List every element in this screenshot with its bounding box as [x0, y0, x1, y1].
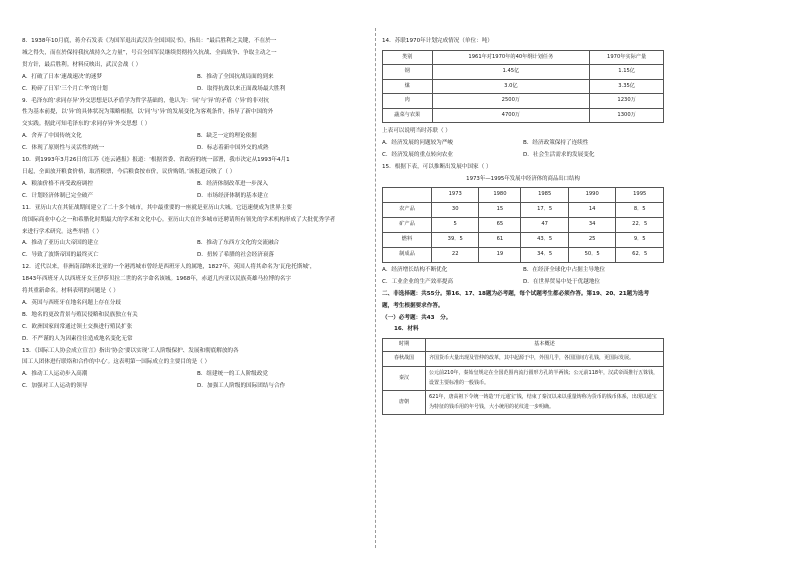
table-cell: 9．5 [616, 232, 664, 247]
option-a: A．推动工人运动步入高潮 [22, 371, 88, 378]
table-row [383, 65, 664, 80]
option-d: D．加强工人阶级的国际团结与合作 [197, 383, 286, 390]
table-cell: 3.0亿 [432, 79, 590, 94]
currency-history-table [382, 338, 664, 415]
export-structure-table [382, 187, 664, 263]
question-8 [22, 36, 372, 96]
question-text: 15．根据下表，可以推断出发展中国家（ ） [382, 164, 492, 171]
table-row [383, 391, 664, 415]
table-row [383, 202, 664, 217]
table-cell: 2500万 [432, 94, 590, 109]
table-caption: 1973年—1995年发展中经济体的商品出口结构 [466, 176, 580, 183]
table-cell: 煤 [383, 79, 433, 94]
question-text: 1843年西班牙人以西班牙女王伊莎贝拉二世的名字命名该城。1968年，赤道几内亚以民族英雄马拉博的名字 [22, 276, 292, 283]
option-a: A．英国与西班牙在地名问题上存在分歧 [22, 299, 121, 306]
table-cell: 34．5 [521, 247, 569, 262]
table-cell: 19 [479, 247, 521, 262]
table-cell: 8．5 [616, 202, 664, 217]
table-cell: 14 [568, 202, 616, 217]
question-12 [22, 262, 372, 345]
table-cell: 1230万 [590, 94, 664, 109]
table-cell: 1300万 [590, 108, 664, 123]
table-cell: 春秋战国 [383, 352, 426, 367]
table-cell: 17．5 [521, 202, 569, 217]
table-header: 1961年对1970年的40年纲计划任务 [432, 50, 590, 65]
table-cell: 1.45亿 [432, 65, 590, 80]
question-text: 城之得失，而在於保持我抗战持久之力量”，号召全国军民继续贯彻持久抗战、全面战争、争取主动之一 [22, 49, 277, 56]
table-cell: 唐朝 [383, 391, 426, 415]
question-text: 10．到1993年3月26日的江苏《连云港报》报道：‘根据省委、省政府的统一部署，我市决定从1993年4月1 [22, 157, 290, 164]
table-header: 1985 [521, 187, 569, 202]
left-column [22, 36, 372, 393]
option-b: B．推动了东西方文化的交流融合 [197, 240, 280, 247]
option-c: C．工业企业的生产效率提高 [382, 278, 454, 285]
table-cell: 50．5 [568, 247, 616, 262]
option-d: D．社会生活需求的发展变化 [523, 152, 595, 159]
table-cell: 22 [431, 247, 479, 262]
question-10 [22, 155, 372, 203]
table-cell: 制成品 [383, 247, 432, 262]
table-cell: 4700万 [432, 108, 590, 123]
table-cell: 22．5 [616, 217, 664, 232]
question-text: 国工人团体进行联络和合作的中心’。这表明第一国际成立的主要目的是（ ） [22, 359, 211, 366]
option-c: C．导致了波斯帝国的最终灭亡 [22, 252, 99, 259]
subsection-heading: （一）必考题：共43 分。 [382, 314, 452, 321]
option-d: D．标志着新中国外交的成熟 [197, 145, 269, 152]
table-cell: 25 [568, 232, 616, 247]
question-text: 11．亚历山大在其征战期间建立了二十多个城市，其中最重要的一座就是亚历山大城。它迅速便成为世界主要 [22, 204, 293, 211]
table-cell: 61 [479, 232, 521, 247]
question-text: 交实践。据此可知毛泽东的‘求同存异’外交思想（ ） [22, 121, 151, 128]
table-row [383, 366, 664, 390]
question-text: 14．苏联1970年计划完成情况（单位：吨） [382, 38, 493, 44]
table-header [383, 187, 432, 202]
question-11 [22, 203, 372, 263]
table-row [383, 352, 664, 367]
table-cell: 5 [431, 217, 479, 232]
option-d: D．扭转了希腊的社会经济衰落 [197, 252, 275, 259]
question-text: 13．《国际工人协会成立宣言》指出‘协会’要以实现‘工人阶级保护、发展和彻底解放的各 [22, 347, 239, 354]
option-a: A．经济发展的问题较为严峻 [382, 140, 453, 147]
option-b: B．缺乏一定的理论依据 [197, 133, 257, 140]
option-a: A．经济增长结构不断优化 [382, 266, 448, 273]
table-cell: 燃料 [383, 232, 432, 247]
option-b: B．经济政策保持了连续性 [523, 140, 589, 147]
option-c: C．加强对工人运动的领导 [22, 383, 88, 390]
option-b: B．经济体制改革进一步深入 [197, 180, 268, 187]
table-cell: 农产品 [383, 202, 432, 217]
question-text: 9．毛泽东的‘求同存异’外交思想是以矛盾学为哲学基础的，他认为：‘同’与‘异’的矛盾（‘异’的非对抗 [22, 97, 270, 104]
table-cell: 公元前210年，秦始皇规定在全国范围内流行圆形方孔的半两钱；公元前118年，汉武帝面推行五铢钱，设置主要标准的一般钱币。 [426, 366, 664, 390]
question-text: 上表可以说明当时苏联（ ） [382, 128, 451, 135]
option-b: B．推动了全国抗战局面的到来 [197, 73, 274, 80]
table-cell: 矿产品 [383, 217, 432, 232]
option-b: B．在经济全球化中占据主导地位 [523, 266, 606, 273]
table-cell: 1.15亿 [590, 65, 664, 80]
question-14 [382, 36, 664, 162]
question-text: 来进行学术研究。这些举措（ ） [22, 228, 103, 235]
option-d: D．取得抗战以来正面战场最大胜利 [197, 85, 286, 92]
table-cell: 43．5 [521, 232, 569, 247]
table-cell: 钢 [383, 65, 433, 80]
option-a: A．推动了亚历山大帝国的建立 [22, 240, 99, 247]
table-row [383, 108, 664, 123]
question-9 [22, 96, 372, 156]
right-column [382, 36, 664, 415]
soviet-plan-table [382, 50, 664, 124]
option-b: B．地名的更改背景与殖民侵略和民族独立有关 [22, 311, 138, 318]
question-13 [22, 346, 372, 394]
question-text: 8．1938年10月底，蒋介石发表《为国军退出武汉告全国国民书》，指出：“最后胜利之关键，不在於一 [22, 38, 277, 44]
question-15 [382, 162, 664, 289]
section-heading: 二、非选择题：共55分。第16、17、18题为必考题，每个试题考生都必须作答。第19、20、21题为选考 [382, 290, 650, 297]
table-cell: 65 [479, 217, 521, 232]
option-c: C．体现了原则性与灵活性的统一 [22, 145, 105, 152]
section-2 [382, 289, 664, 416]
option-b: B．组建统一的工人阶级政党 [197, 371, 268, 378]
table-header: 1995 [616, 187, 664, 202]
option-d: D．市场经济体制的基本建立 [197, 192, 269, 199]
option-d: D．在世界贸易中处于优越地位 [523, 278, 601, 285]
option-a: A．舍弃了中国传统文化 [22, 133, 82, 140]
table-header: 1970年实际产量 [590, 50, 664, 65]
question-text: 性为基本前提，以‘异’的具体状况为策略根据，以‘同’与‘异’的发展变化为客观条件，指导了新中国的外 [22, 109, 274, 116]
table-row [383, 79, 664, 94]
table-cell: 秦汉 [383, 366, 426, 390]
option-c: C．经济发展的重点转向农业 [382, 152, 454, 159]
table-cell: 62．5 [616, 247, 664, 262]
question-text: 12．近代以来，非洲南部纳米比亚的一个港湾城市曾经是西班牙人的属地，1827年，英国人将其命名为‘瓦伦托斯城’， [22, 264, 316, 271]
table-cell: 蔬菜与农果 [383, 108, 433, 123]
table-cell: 621年，唐高祖下令统一铸造‘开元通宝’钱，结束了秦汉以来以重量铸称为货币的钱币体系，出现以通宝为特征的钱币用的年号钱，大小统用的花纹进一步明确。 [426, 391, 664, 415]
table-cell: 3.35亿 [590, 79, 664, 94]
table-row [383, 232, 664, 247]
table-cell: 39．5 [431, 232, 479, 247]
column-divider [375, 28, 376, 548]
table-row [383, 94, 664, 109]
table-cell: 齐国货币大量出现及管仲的改革，其中起源于中，外围几乎，各国国间方孔钱，更国际发展。 [426, 352, 664, 367]
table-header: 1980 [479, 187, 521, 202]
option-c: C．欧洲国家间常通过领土交换进行殖民扩张 [22, 323, 133, 330]
table-header: 1990 [568, 187, 616, 202]
option-a: A．粮油价格不再受政府调控 [22, 180, 93, 187]
table-cell: 47 [521, 217, 569, 232]
option-c: C．粉碎了日军‘三个月亡华’的计划 [22, 85, 108, 92]
table-header: 1973 [431, 187, 479, 202]
table-cell: 15 [479, 202, 521, 217]
table-row [383, 247, 664, 262]
table-header: 基本概述 [426, 339, 664, 352]
question-text: 将其重新命名。材料表明的问题是（ ） [22, 288, 119, 295]
table-row [383, 217, 664, 232]
table-cell: 34 [568, 217, 616, 232]
question-text: 的国际商业中心之一和希腊化时期最大的学术和文化中心。亚历山大在许多城市还聘请所有领先的学术机构形成了大批优秀学者 [22, 216, 336, 223]
option-a: A．打破了日本‘速战速决’的迷梦 [22, 73, 103, 80]
table-cell: 肉 [383, 94, 433, 109]
table-header: 类别 [383, 50, 433, 65]
section-heading-cont: 题，考生根据要求作答。 [382, 302, 444, 309]
option-d: D．不严谨的人为因素往往造成地名变化无常 [22, 335, 133, 342]
question-16-title: 16．材料 [394, 326, 419, 333]
option-c: C．计划经济体制已完全破产 [22, 192, 94, 199]
question-text: 贯方针，最后胜利。材料反映出，武汉会战（ ） [22, 61, 142, 68]
table-cell: 30 [431, 202, 479, 217]
question-text: 日起，全面放开粮食价格，取消粮票，今后粮食按市价，议价购销。’该报道反映了（ ） [22, 168, 236, 175]
table-header: 时期 [383, 339, 426, 352]
